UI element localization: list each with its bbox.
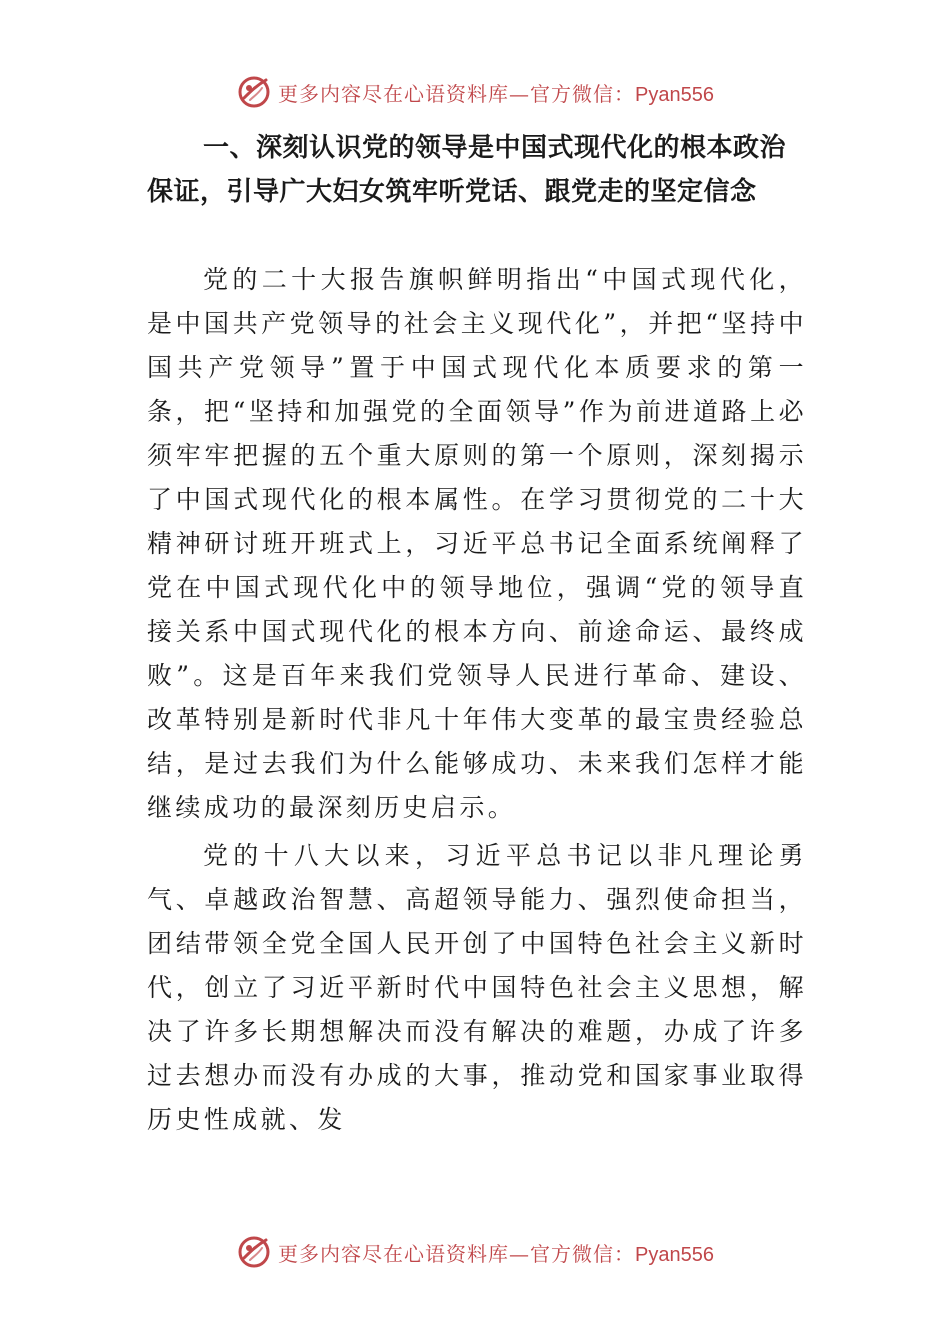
watermark-wechat-id: Pyan556 — [635, 1243, 714, 1266]
brush-logo-icon — [236, 1234, 272, 1270]
watermark-header — [0, 72, 950, 112]
watermark-text: 更多内容尽在心语资料库—官方微信：Pyan556 — [278, 81, 714, 106]
watermark-wechat-id: Pyan556 — [635, 83, 714, 106]
body-paragraph-2: 党的十八大以来，习近平总书记以非凡理论勇气、卓越政治智慧、高超领导能力、强烈使命担当，团结带领全党全国人民开创了中国特色社会主义新时代，创立了习近平新时代中国特色社会主义思想，解决了许多长期想解决而没有解决的难题，办成了许多过去想办而没有办成的大事，推动党和国家事业取得历史性成就、发 — [147, 841, 807, 1134]
body-paragraph-1: 党的二十大报告旗帜鲜明指出“中国式现代化，是中国共产党领导的社会主义现代化”，并把“坚持中国共产党领导”置于中国式现代化本质要求的第一条，把“坚持和加强党的全面领导”作为前进道路上必须牢牢把握的五个重大原则的第一个原则，深刻揭示了中国式现代化的根本属性。在学习贯彻党的二十大精神研讨班开班式上，习近平总书记全面系统阐释了党在中国式现代化中的领导地位，强调“党的领导直接关系中国式现代化的根本方向、前途命运、最终成败”。这是百年来我们党领导人民进行革命、建设、改革特别是新时代非凡十年伟大变革的最宝贵经验总结，是过去我们为什么能够成功、未来我们怎样才能继续成功的最深刻历史启示。 — [147, 265, 807, 822]
watermark-text: 更多内容尽在心语资料库—官方微信：Pyan556 — [278, 1241, 714, 1266]
brush-logo-icon — [236, 74, 272, 110]
watermark-footer — [0, 1232, 950, 1272]
section-heading: 一、深刻认识党的领导是中国式现代化的根本政治保证，引导广大妇女筑牢听党话、跟党走的坚定信念 — [147, 133, 787, 207]
